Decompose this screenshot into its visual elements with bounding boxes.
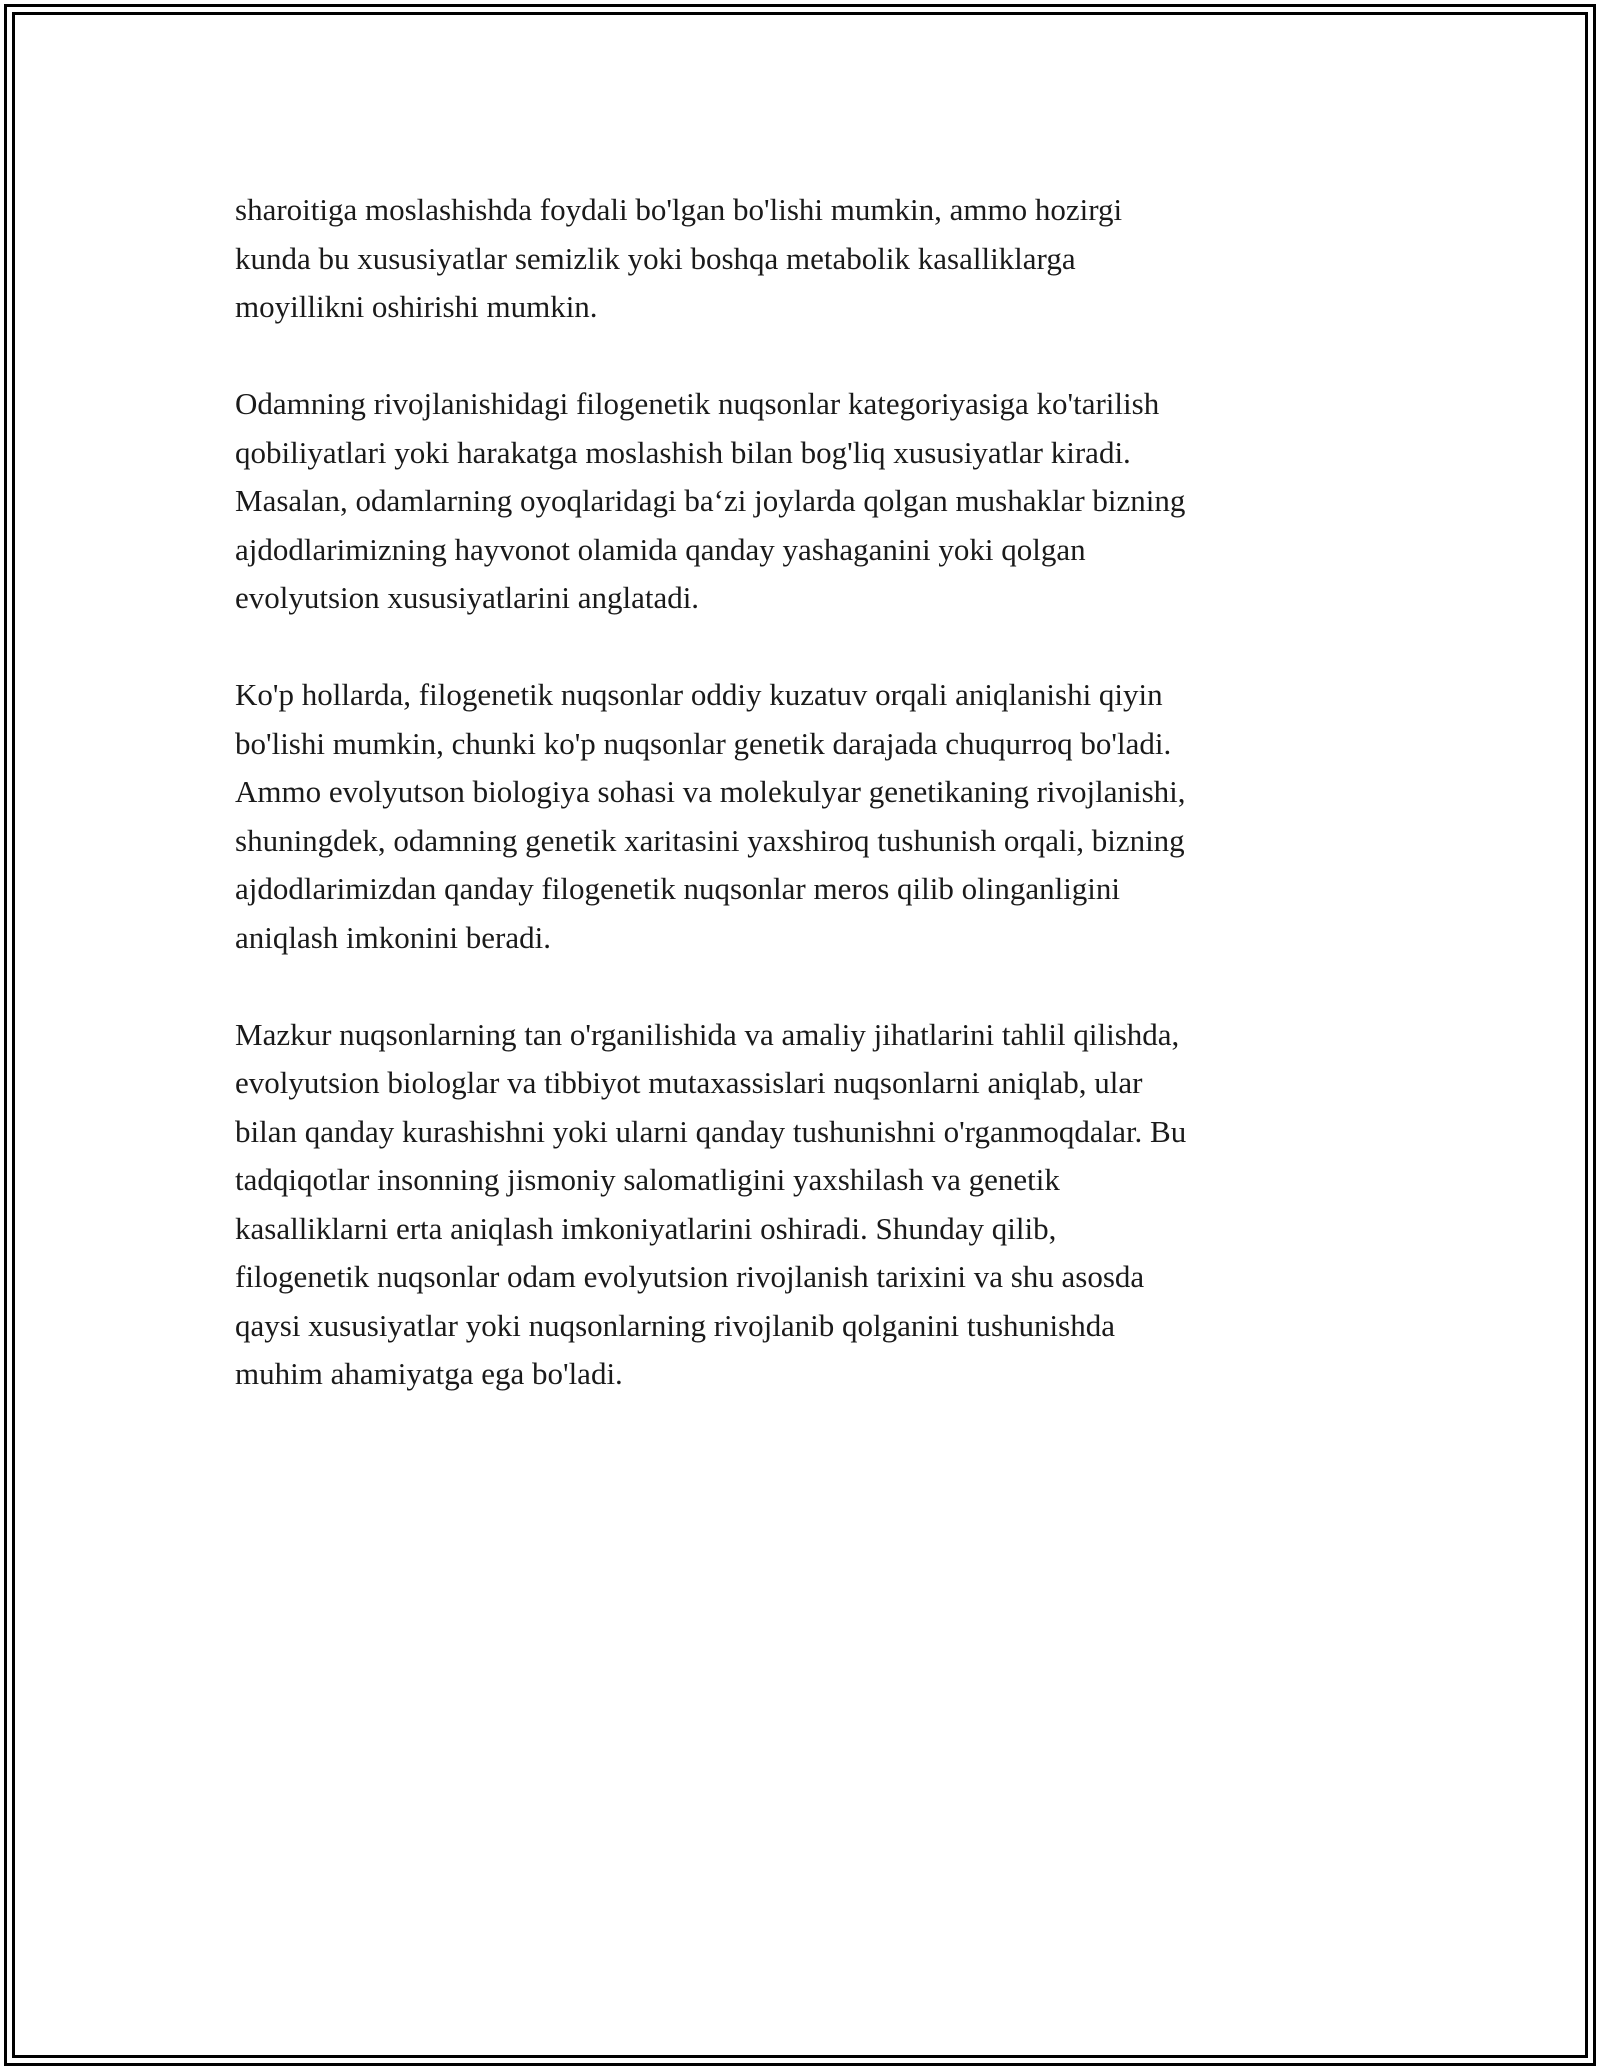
document-body xyxy=(235,186,1375,1447)
paragraph-3: Ko'p hollarda, filogenetik nuqsonlar oddiy kuzatuv orqali aniqlanishi qiyin bo'lishi mumkin, chunki ko'p nuqsonlar genetik darajada chuqurroq bo'ladi. Ammo evolyutson biologiya sohasi va molekulyar genetikaning rivojlanishi, shuningdek, odamning genetik xaritasini yaxshiroq tushunish orqali, bizning ajdodlarimizdan qanday filogenetik nuqsonlar meros qilib olinganligini aniqlash imkonini beradi. xyxy=(235,677,1186,955)
paragraph-2: Odamning rivojlanishidagi filogenetik nuqsonlar kategoriyasiga ko'tarilish qobiliyatlari yoki harakatga moslashish bilan bog'liq xususiyatlar kiradi. Masalan, odamlarning oyoqlaridagi baʻzi joylarda qolgan mushaklar bizning ajdodlarimizning hayvonot olamida qanday yashaganini yoki qolgan evolyutsion xususiyatlarini anglatadi. xyxy=(235,386,1186,615)
paragraph-1: sharoitiga moslashishda foydali bo'lgan bo'lishi mumkin, ammo hozirgi kunda bu xususiyatlar semizlik yoki boshqa metabolik kasalliklarga moyillikni oshirishi mumkin. xyxy=(235,192,1123,324)
paragraph-4: Mazkur nuqsonlarning tan o'rganilishida va amaliy jihatlarini tahlil qilishda, evolyutsion biologlar va tibbiyot mutaxassislari nuqsonlarni aniqlab, ular bilan qanday kurashishni yoki ularni qanday tushunishni o'rganmoqdalar. Bu tadqiqotlar insonning jismoniy salomatligini yaxshilash va genetik kasalliklarni erta aniqlash imkoniyatlarini oshiradi. Shunday qilib, filogenetik nuqsonlar odam evolyutsion rivojlanish tarixini va shu asosda qaysi xususiyatlar yoki nuqsonlarning rivojlanib qolganini tushunishda muhim ahamiyatga ega bo'ladi. xyxy=(235,1016,1187,1391)
